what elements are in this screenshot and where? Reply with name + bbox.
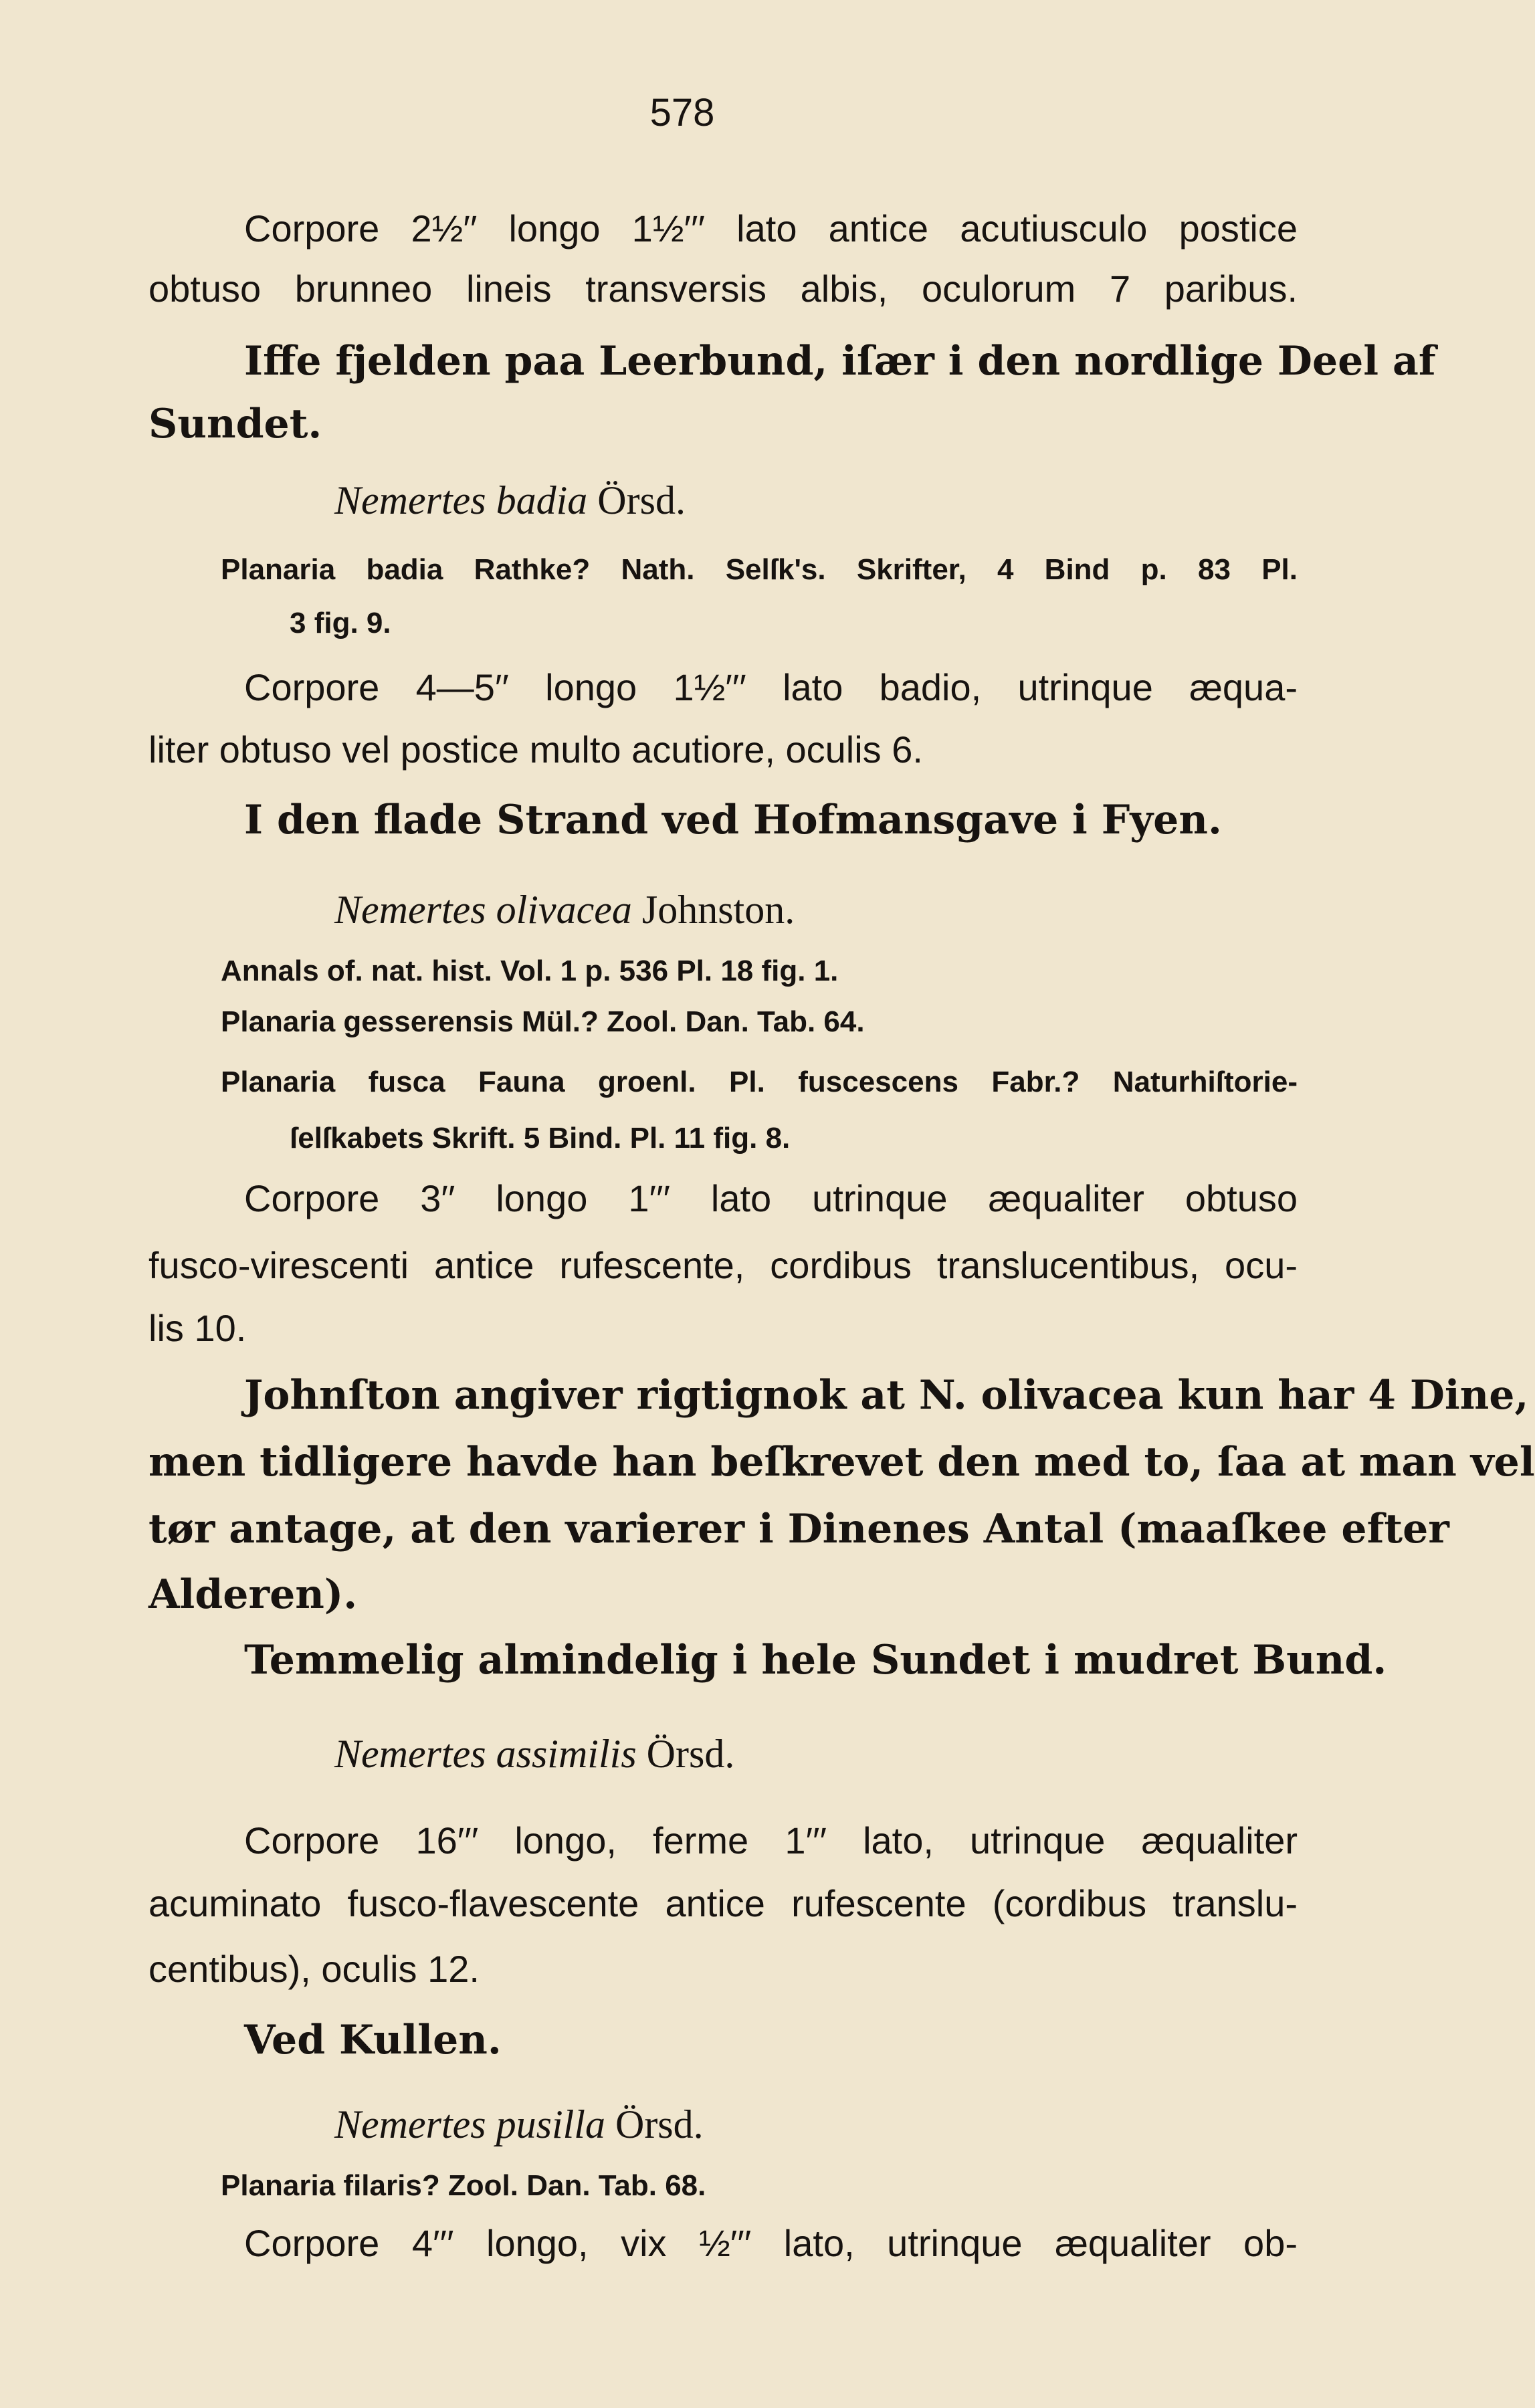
species-author: Örsd.: [615, 2102, 704, 2146]
text-line: fusco-virescenti antice rufescente, cordibus translucentibus, ocu-: [148, 1244, 1298, 1286]
species-name: Nemertes assimilis: [334, 1732, 637, 1776]
reference-line: 3 fig. 9.: [290, 607, 391, 639]
species-heading: [334, 2104, 704, 2144]
species-heading: [334, 890, 795, 930]
text-line: Corpore 4—5′′ longo 1½′′′ lato badio, utrinque æqua-: [244, 666, 1298, 708]
reference-line: Planaria filaris? Zool. Dan. Tab. 68.: [221, 2169, 706, 2202]
species-author: Örsd.: [597, 478, 686, 522]
reference-line: Planaria badia Rathke? Nath. Selſk's. Skrifter, 4 Bind p. 83 Pl.: [221, 553, 1298, 586]
text-line: Temmelig almindelig i hele Sundet i mudret Bund.: [244, 1637, 1387, 1684]
text-line: Ved Kullen.: [244, 2017, 502, 2064]
text-line: Sundet.: [148, 401, 322, 447]
page-number: 578: [649, 91, 715, 134]
text-line: Corpore 16′′′ longo, ferme 1′′′ lato, utrinque æqualiter: [244, 1819, 1298, 1862]
reference-line: ſelſkabets Skrift. 5 Bind. Pl. 11 fig. 8.: [290, 1122, 791, 1155]
species-heading: [334, 1734, 734, 1774]
text-line: tør antage, at den varierer i Dinenes Antal (maaſkee efter: [148, 1506, 1449, 1552]
species-author: Johnston.: [641, 888, 795, 932]
text-line: Iffe fjelden paa Leerbund, iſær i den nordlige Deel af: [244, 338, 1436, 385]
text-line: obtuso brunneo lineis transversis albis, oculorum 7 paribus.: [148, 268, 1298, 310]
species-author: Örsd.: [646, 1732, 735, 1776]
text-line: I den flade Strand ved Hofmansgave i Fyen.: [244, 797, 1222, 843]
reference-line: Annals of. nat. hist. Vol. 1 p. 536 Pl. 18 fig. 1.: [221, 955, 839, 987]
text-line: Corpore 3′′ longo 1′′′ lato utrinque æqualiter obtuso: [244, 1177, 1298, 1219]
species-name: Nemertes badia: [334, 478, 588, 522]
text-line: lis 10.: [148, 1307, 247, 1349]
reference-line: Planaria gesserensis Mül.? Zool. Dan. Tab. 64.: [221, 1005, 865, 1038]
species-name: Nemertes olivacea: [334, 888, 632, 932]
species-name: Nemertes pusilla: [334, 2102, 605, 2146]
text-line: Alderen).: [148, 1571, 358, 1618]
text-line: liter obtuso vel postice multo acutiore, oculis 6.: [148, 728, 923, 771]
species-heading: [334, 480, 686, 520]
text-line: men tidligere havde han beſkrevet den med to, ſaa at man vel: [148, 1439, 1535, 1486]
text-line: centibus), oculis 12.: [148, 1948, 480, 1990]
text-line: Johnſton angiver rigtignok at N. olivacea kun har 4 Dine,: [244, 1372, 1529, 1419]
reference-line: Planaria fusca Fauna groenl. Pl. fuscescens Fabr.? Naturhiſtorie-: [221, 1066, 1298, 1098]
text-line: acuminato fusco-flavescente antice rufescente (cordibus translu-: [148, 1882, 1298, 1924]
text-line: Corpore 2½′′ longo 1½′′′ lato antice acutiusculo postice: [244, 207, 1298, 249]
text-line: Corpore 4′′′ longo, vix ½′′′ lato, utrinque æqualiter ob-: [244, 2222, 1298, 2264]
